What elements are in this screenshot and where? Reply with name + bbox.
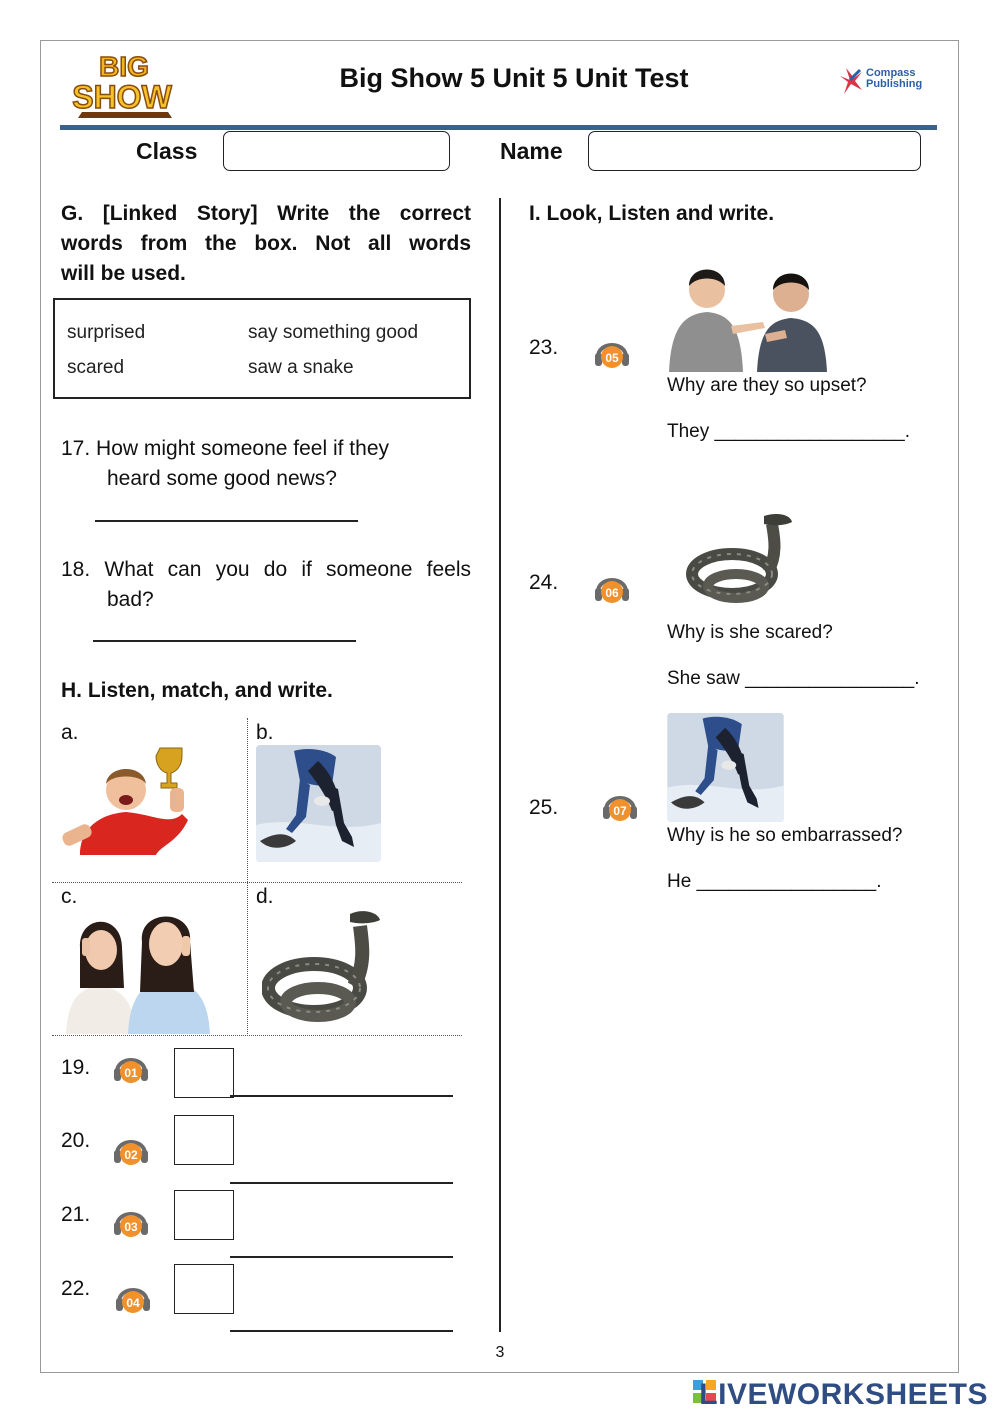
audio-track-07: 07 <box>613 804 627 818</box>
liveworksheets-brand[interactable]: LIVEWORKSHEETS <box>699 1378 988 1411</box>
picture-label-c: c. <box>61 885 78 908</box>
question-17-line-2: heard some good news? <box>107 467 337 490</box>
class-label: Class <box>136 138 198 164</box>
letter-box-21[interactable] <box>174 1190 234 1240</box>
item-19-number: 19. <box>61 1056 91 1079</box>
page-number: 3 <box>495 1344 505 1361</box>
audio-play-icon-04[interactable] <box>114 1280 152 1323</box>
word-surprised: surprised <box>67 322 146 343</box>
man-fallen-on-ice-image <box>256 745 381 862</box>
audio-play-icon-07[interactable] <box>601 788 639 831</box>
two-boys-arguing-image <box>667 264 827 372</box>
word-scared: scared <box>67 357 125 378</box>
picture-label-d: d. <box>256 885 274 908</box>
word-saw-a-snake: saw a snake <box>248 357 354 378</box>
item-20-number: 20. <box>61 1129 91 1152</box>
audio-track-05: 05 <box>605 351 619 365</box>
audio-play-icon-06[interactable] <box>593 570 631 613</box>
man-fallen-on-ice-image-2 <box>667 713 784 822</box>
logo-text-big: BIG <box>99 51 149 82</box>
audio-track-03: 03 <box>124 1220 138 1234</box>
letter-box-22[interactable] <box>174 1264 234 1314</box>
page-title: Big Show 5 Unit 5 Unit Test <box>339 63 689 93</box>
question-18 <box>61 555 471 615</box>
answer-17-line <box>95 520 358 522</box>
item-23-number: 23. <box>529 336 559 359</box>
item-24-question: Why is she scared? <box>667 622 833 643</box>
logo-text-show: SHOW <box>72 79 172 115</box>
section-g-heading-line-3: will be used. <box>61 262 186 285</box>
item-21-number: 21. <box>61 1203 91 1226</box>
publisher-line-1: Compass <box>866 67 916 79</box>
section-h-heading: H. Listen, match, and write. <box>61 679 333 702</box>
section-g-heading <box>61 199 471 289</box>
audio-play-icon-05[interactable] <box>593 335 631 378</box>
answer-21-line <box>230 1256 453 1258</box>
class-field[interactable] <box>223 131 450 171</box>
audio-play-icon-03[interactable] <box>112 1204 150 1247</box>
column-divider <box>499 198 501 1332</box>
answer-21-input[interactable] <box>230 1239 453 1257</box>
answer-20-line <box>230 1182 453 1184</box>
answer-22-line <box>230 1330 453 1332</box>
item-23-answer[interactable]: They __________________. <box>667 421 911 442</box>
item-25-answer[interactable]: He _________________. <box>667 871 882 892</box>
two-girls-on-phone-image <box>66 908 214 1034</box>
grid-bottom-divider <box>52 1035 462 1036</box>
item-24-number: 24. <box>529 571 559 594</box>
audio-play-icon-01[interactable] <box>112 1050 150 1093</box>
answer-19-line <box>230 1095 453 1097</box>
cobra-snake-image <box>262 908 388 1030</box>
question-17-line-1: 17. How might someone feel if they <box>61 437 390 460</box>
name-label: Name <box>500 138 563 164</box>
letter-box-20[interactable] <box>174 1115 234 1165</box>
answer-22-input[interactable] <box>230 1313 453 1331</box>
item-25-number: 25. <box>529 796 559 819</box>
name-field[interactable] <box>588 131 921 171</box>
question-18-line-1: 18. What can you do if someone feels <box>61 558 471 581</box>
section-g-heading-line-2: words from the box. Not all words <box>61 232 471 255</box>
header-rule <box>60 125 937 130</box>
audio-track-06: 06 <box>605 586 619 600</box>
picture-label-a: a. <box>61 721 79 744</box>
audio-track-02: 02 <box>124 1148 138 1162</box>
audio-play-icon-02[interactable] <box>112 1132 150 1175</box>
section-g-heading-line-1: G. [Linked Story] Write the correct <box>61 202 471 225</box>
word-say-something-good: say something good <box>248 322 419 343</box>
publisher-line-2: Publishing <box>866 78 923 90</box>
item-23-question: Why are they so upset? <box>667 375 867 396</box>
audio-track-04: 04 <box>126 1296 140 1310</box>
answer-18-line <box>93 640 356 642</box>
word-box <box>53 298 471 399</box>
cobra-snake-image-2 <box>686 512 798 608</box>
boy-with-trophy-image <box>60 742 200 857</box>
answer-19-input[interactable] <box>230 1078 453 1096</box>
item-24-answer[interactable]: She saw ________________. <box>667 668 920 689</box>
section-i-heading: I. Look, Listen and write. <box>529 202 775 225</box>
question-17 <box>61 434 389 494</box>
item-22-number: 22. <box>61 1277 91 1300</box>
audio-track-01: 01 <box>124 1066 138 1080</box>
item-25-question: Why is he so embarrassed? <box>667 825 903 846</box>
grid-vertical-divider <box>247 718 248 1036</box>
picture-label-b: b. <box>256 721 274 744</box>
question-18-line-2: bad? <box>107 588 154 611</box>
answer-20-input[interactable] <box>230 1165 453 1183</box>
letter-box-19[interactable] <box>174 1048 234 1098</box>
